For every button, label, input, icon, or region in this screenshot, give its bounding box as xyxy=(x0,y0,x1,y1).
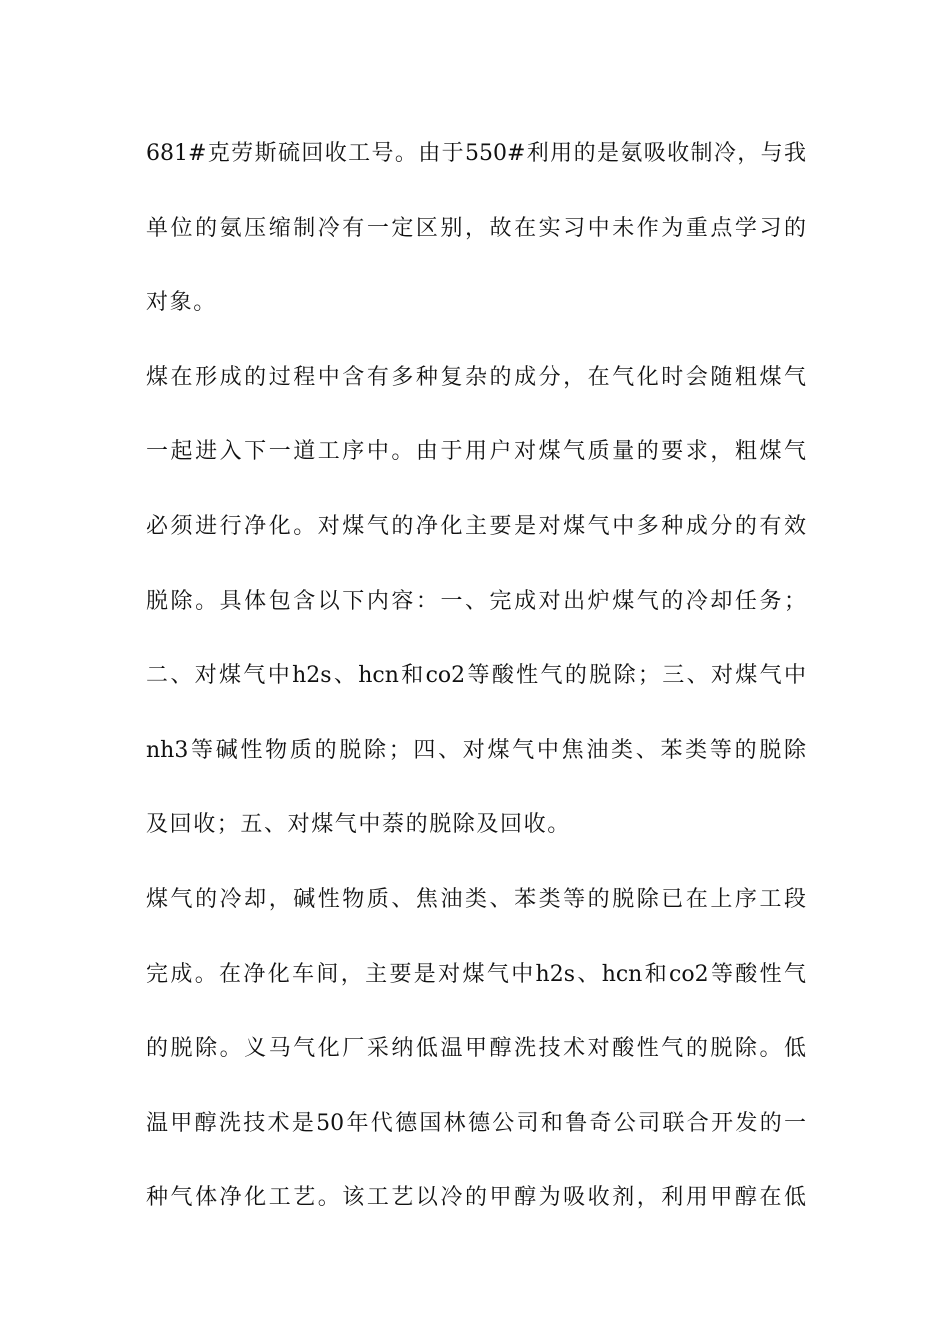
text-line-7: 脱除。具体包含以下内容：一、完成对出炉煤气的冷却任务； xyxy=(146,588,806,614)
text-line-14: 温甲醇洗技术是50年代德国林德公司和鲁奇公司联合开发的一 xyxy=(146,1110,806,1136)
text-line-2: 单位的氨压缩制冷有一定区别，故在实习中未作为重点学习的 xyxy=(146,215,806,241)
text-line-3: 对象。 xyxy=(146,290,217,316)
text-line-12: 完成。在净化车间，主要是对煤气中h2s、hcn和co2等酸性气 xyxy=(146,961,806,987)
text-line-10: 及回收；五、对煤气中萘的脱除及回收。 xyxy=(146,812,571,838)
text-line-11: 煤气的冷却，碱性物质、焦油类、苯类等的脱除已在上序工段 xyxy=(146,886,806,912)
text-line-13: 的脱除。义马气化厂采纳低温甲醇洗技术对酸性气的脱除。低 xyxy=(146,1036,806,1062)
text-line-15: 种气体净化工艺。该工艺以冷的甲醇为吸收剂，利用甲醇在低 xyxy=(146,1185,806,1211)
text-line-5: 一起进入下一道工序中。由于用户对煤气质量的要求，粗煤气 xyxy=(146,439,806,465)
text-line-1: 681#克劳斯硫回收工号。由于550#利用的是氨吸收制冷，与我 xyxy=(146,141,806,166)
text-line-6: 必须进行净化。对煤气的净化主要是对煤气中多种成分的有效 xyxy=(146,513,806,539)
text-line-4: 煤在形成的过程中含有多种复杂的成分，在气化时会随粗煤气 xyxy=(146,364,806,390)
text-line-8: 二、对煤气中h2s、hcn和co2等酸性气的脱除；三、对煤气中 xyxy=(146,663,806,689)
body-text xyxy=(146,130,806,1249)
text-line-9: nh3等碱性物质的脱除；四、对煤气中焦油类、苯类等的脱除 xyxy=(146,737,806,763)
